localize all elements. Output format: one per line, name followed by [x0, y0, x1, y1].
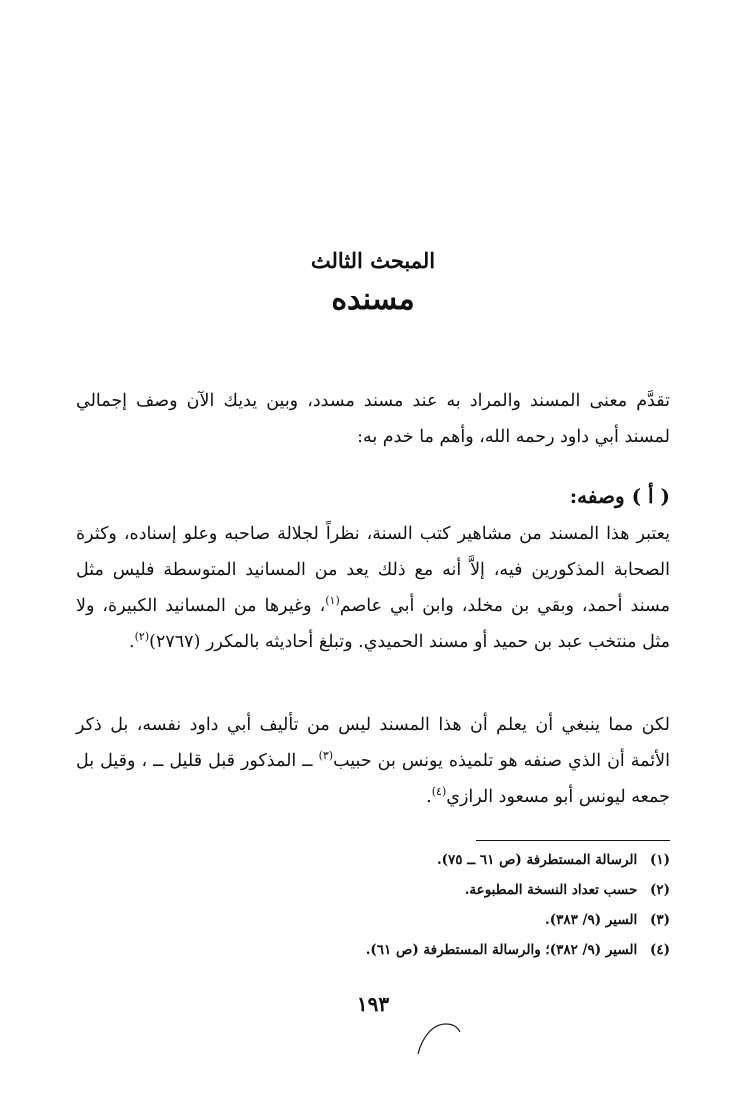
authorship-text-3: . — [426, 787, 432, 807]
footnote-text: الرسالة المستطرفة (ص ٦١ ــ ٧٥). — [436, 852, 638, 868]
description-text-3: . — [129, 632, 135, 652]
footnote — [76, 942, 670, 958]
authorship-text-2: ــ المذكور قبل قليل ــ ، وقيل بل جمعه ليونس أبو مسعود الرازي — [76, 751, 670, 807]
footnote — [76, 912, 670, 928]
subheading: ( أ ) وصفه: — [569, 484, 670, 508]
section-heading: المبحث الثالث — [310, 248, 436, 273]
footnote-number: (١) — [649, 852, 670, 868]
page-number: ١٩٣ — [356, 992, 390, 1016]
footnote — [76, 852, 670, 868]
footnote-text: السير (٩/ ٣٨٢)؛ والرسالة المستطرفة (ص ٦١). — [365, 942, 638, 958]
description-text-2: ، وغيرها من المسانيد الكبيرة، ولا مثل منتخب عبد بن حميد أو مسند الحميدي. وتبلغ أحاديثه بالمكرر (٢٧٦٧) — [76, 596, 670, 652]
description-text-1: يعتبر هذا المسند من مشاهير كتب السنة، نظراً لجلالة صاحبه وعلو إسناده، وكثرة الصحابة المذكورين فيه، إلاَّ أنه مع ذلك يعد من المسانيد المتوسطة فليس مثل مسند أحمد، وبقي بن مخلد، وابن أبي عاصم — [76, 524, 670, 616]
footnote-number: (٢) — [649, 882, 670, 898]
intro-paragraph: تقدَّم معنى المسند والمراد به عند مسند مسدد، وبين يديك الآن وصف إجمالي لمسند أبي داود رحمه الله، وأهم ما خدم به: — [76, 391, 670, 447]
footnote-ref-2: (٢) — [134, 630, 150, 644]
footnote-text: السير (٩/ ٣٨٣). — [545, 912, 638, 928]
authorship-paragraph — [76, 707, 670, 815]
pen-mark-icon — [410, 1018, 470, 1058]
footnote-ref-1: (١) — [325, 594, 340, 608]
footnote-ref-4: (٤) — [431, 785, 447, 799]
authorship-text-1: لكن مما ينبغي أن يعلم أن هذا المسند ليس من تأليف أبي داود نفسه، بل ذكر الأئمة أن الذي صنفه هو تلميذه يونس بن حبيب — [76, 715, 671, 771]
section-title: مسنده — [331, 282, 415, 317]
description-paragraph — [76, 516, 670, 660]
footnote-divider — [476, 840, 670, 841]
footnote-text: حسب تعداد النسخة المطبوعة. — [464, 882, 638, 898]
footnote — [76, 882, 670, 898]
footnote-number: (٣) — [649, 912, 670, 928]
footnote-ref-3: (٣) — [318, 749, 334, 763]
footnote-number: (٤) — [649, 942, 670, 958]
